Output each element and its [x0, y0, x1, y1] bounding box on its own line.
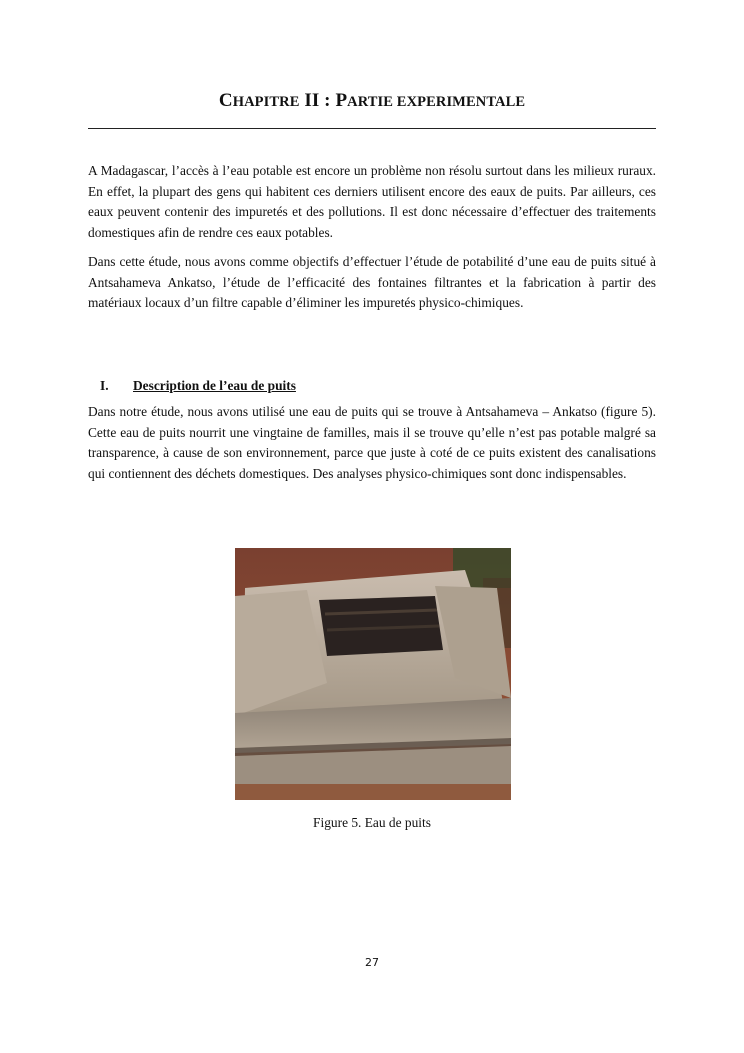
- intro-paragraph: A Madagascar, l’accès à l’eau potable est encore un problème non résolu surtout dans les milieux ruraux. En effet, la plupart des gens qui habitent ces derniers utilisent encore des eaux de puits. Par ailleurs, ces eaux peuvent contenir des impuretés et des pollutions. Il est donc nécessaire d’effectuer des traitements domestiques afin de rendre ces eaux potables.: [88, 163, 656, 240]
- chapter-title: [88, 90, 656, 112]
- objectives-paragraph: Dans cette étude, nous avons comme objectifs d’effectuer l’étude de potabilité d’une eau de puits situé à Antsahameva Ankatso, l’étude de l’efficacité des fontaines filtrantes et la fabrication à partir des matériaux locaux d’un filtre capable d’éliminer les impuretés physico-chimiques.: [88, 254, 656, 310]
- chapter-title-number: II :: [299, 90, 336, 111]
- section-title: Description de l’eau de puits: [133, 378, 296, 393]
- well-photo: [235, 548, 511, 800]
- page-number: 27: [365, 956, 379, 969]
- chapter-title-word-2: ARTIE EXPERIMENTALE: [347, 94, 526, 110]
- section-heading: [100, 376, 296, 396]
- title-underline-rule: [88, 128, 656, 129]
- chapter-title-word-1: HAPITRE: [232, 94, 300, 110]
- section-number: I.: [100, 378, 109, 393]
- chapter-title-initial-2: P: [335, 90, 348, 111]
- section-body-paragraph: Dans notre étude, nous avons utilisé une eau de puits qui se trouve à Antsahameva – Ankatso (figure 5). Cette eau de puits nourrit une vingtaine de familles, mais il se trouve qu’elle n’est pas potable malgré sa transparence, à cause de son environnement, parce que juste à coté de ce puits existent des canalisations qui contiennent des déchets domestiques. Des analyses physico-chimiques sont donc indispensables.: [88, 404, 656, 481]
- figure-caption: Figure 5. Eau de puits: [313, 815, 431, 830]
- ground-bottom: [235, 784, 511, 800]
- chapter-title-initial-1: C: [218, 90, 233, 111]
